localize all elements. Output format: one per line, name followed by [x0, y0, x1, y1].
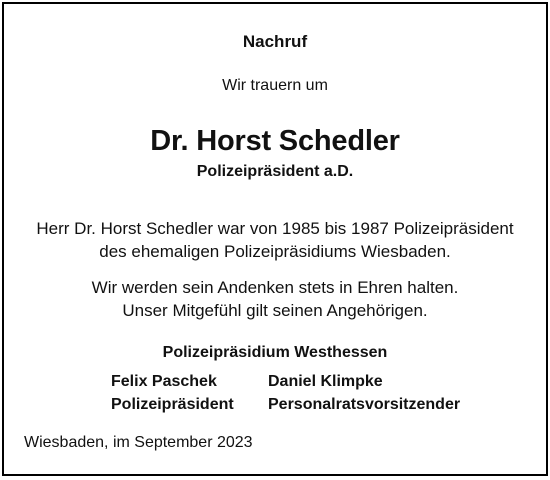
obituary-notice — [2, 2, 548, 476]
deceased-title: Polizeipräsident a.D. — [196, 163, 354, 180]
body-line: Herr Dr. Horst Schedler war von 1985 bis 1987 Polizeipräsident — [36, 219, 514, 238]
signatory-name: Felix Paschek — [111, 373, 217, 390]
body-line: des ehemaligen Polizeipräsidiums Wiesbaden. — [99, 242, 451, 261]
organization-name: Polizeipräsidium Westhessen — [162, 344, 388, 361]
signatory-role: Personalratsvorsitzender — [268, 396, 461, 413]
notice-heading: Nachruf — [242, 32, 308, 51]
intro-text: Wir trauern um — [222, 77, 328, 94]
deceased-name: Dr. Horst Schedler — [150, 125, 400, 157]
body-line: Wir werden sein Andenken stets in Ehren halten. — [91, 278, 459, 297]
body-line: Unser Mitgefühl gilt seinen Angehörigen. — [122, 301, 428, 320]
signatory-name: Daniel Klimpke — [268, 373, 383, 390]
place-and-date: Wiesbaden, im September 2023 — [24, 434, 253, 451]
signatory-role: Polizeipräsident — [111, 396, 234, 413]
